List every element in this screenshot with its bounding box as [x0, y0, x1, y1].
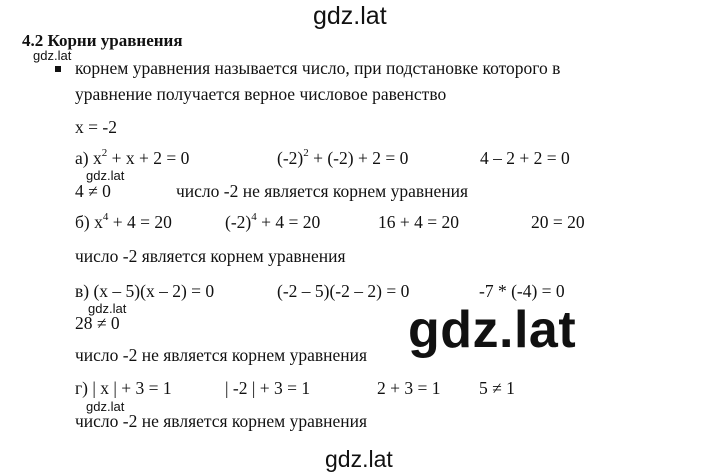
part-a-result: 4 ≠ 0 [75, 181, 111, 201]
part-a-conclusion: число -2 не является корнем уравнения [176, 181, 469, 201]
part-v-conclusion: число -2 не является корнем уравнения [75, 345, 368, 365]
bullet-icon [55, 66, 61, 72]
part-b-conclusion: число -2 является корнем уравнения [75, 246, 346, 266]
watermark-small: gdz.lat [86, 168, 125, 183]
part-v-substitution: (-2 – 5)(-2 – 2) = 0 [277, 281, 410, 301]
definition-line-2: уравнение получается верное числовое равенство [75, 84, 447, 104]
watermark-small: gdz.lat [88, 301, 127, 316]
part-b-result: 20 = 20 [531, 212, 585, 232]
part-b-simplified: 16 + 4 = 20 [378, 212, 459, 232]
watermark-small: gdz.lat [86, 399, 125, 414]
part-v-result: 28 ≠ 0 [75, 313, 120, 333]
part-v-simplified: -7 * (-4) = 0 [479, 281, 565, 301]
part-v-equation: в) (x – 5)(x – 2) = 0 [75, 281, 215, 301]
part-a-equation: а) $x^2 + x + 2 = 0$ [75, 147, 190, 168]
part-g-equation: г) | x | + 3 = 1 [75, 378, 172, 398]
part-g-conclusion: число -2 не является корнем уравнения [75, 411, 368, 431]
part-a-substitution: $(-2)^2 + (-2) + 2 = 0$ [277, 147, 409, 168]
x-value: x = -2 [75, 117, 117, 137]
watermark-top: gdz.lat [313, 2, 387, 30]
watermark-large: gdz.lat [408, 301, 577, 359]
watermark-bottom: gdz.lat [325, 446, 393, 472]
part-g-result: 5 ≠ 1 [479, 378, 515, 398]
part-b-substitution: $(-2)^4 + 4 = 20$ [225, 211, 321, 232]
part-g-simplified: 2 + 3 = 1 [377, 378, 441, 398]
section-title: 4.2 Корни уравнения [22, 31, 183, 50]
part-g-substitution: | -2 | + 3 = 1 [225, 378, 311, 398]
part-a-simplified: 4 – 2 + 2 = 0 [480, 148, 570, 168]
part-b-equation: б) $x^4 + 4 = 20$ [75, 211, 172, 232]
definition-line-1: корнем уравнения называется число, при подстановке которого в [75, 58, 561, 78]
watermark-small: gdz.lat [33, 48, 72, 63]
